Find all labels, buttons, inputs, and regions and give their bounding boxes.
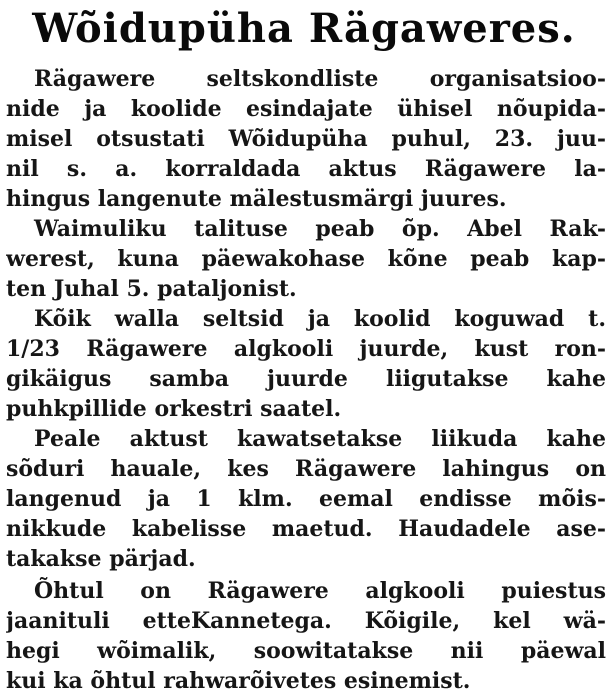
text-line: nide ja koolide esindajate ühisel nõupida- — [6, 96, 606, 122]
paragraph-5 — [6, 576, 606, 696]
text-line: nikkude kabelisse maetud. Haudadele ase- — [6, 516, 606, 542]
text-line: takakse pärjad. — [6, 546, 196, 572]
text-line: langenud ja 1 klm. eemal endisse mõis- — [6, 486, 606, 512]
text-line: puhkpillide orkestri saatel. — [6, 396, 342, 422]
text-line: Kõik walla seltsid ja koolid koguwad t. — [34, 306, 606, 332]
article-body — [6, 64, 606, 696]
text-line: jaanituli etteKannetega. Kõigile, kel wä- — [6, 608, 606, 634]
text-line: nil s. a. korraldada aktus Rägawere la- — [6, 156, 606, 182]
paragraph-3 — [6, 304, 606, 424]
text-line: Õhtul on Rägawere algkooli puiestus — [34, 578, 606, 604]
paragraph-4 — [6, 424, 606, 574]
text-line: ten Juhal 5. pataljonist. — [6, 276, 297, 302]
text-line: Rägawere seltskondliste organisatsioo- — [34, 66, 606, 92]
text-line: sõduri hauale, kes Rägawere lahingus on — [6, 456, 606, 482]
text-line: 1/23 Rägawere algkooli juurde, kust ron- — [6, 336, 606, 362]
text-line: hingus langenute mälestusmärgi juures. — [6, 186, 507, 212]
text-line: gikäigus samba juurde liigutakse kahe — [6, 366, 606, 392]
text-line: werest, kuna päewakohase kõne peab kap- — [6, 246, 606, 272]
text-line: misel otsustati Wõidupüha puhul, 23. juu- — [6, 126, 606, 152]
text-line: Peale aktust kawatsetakse liikuda kahe — [34, 426, 606, 452]
text-line: hegi wõimalik, soowitatakse nii päewal — [6, 638, 606, 664]
paragraph-1 — [6, 64, 606, 214]
text-line: Waimuliku talituse peab õp. Abel Rak- — [34, 216, 606, 242]
article-headline: Wõidupüha Rägaweres. — [32, 5, 576, 52]
paragraph-2 — [6, 214, 606, 304]
text-line: kui ka õhtul rahwarõivetes esinemist. — [6, 668, 471, 694]
